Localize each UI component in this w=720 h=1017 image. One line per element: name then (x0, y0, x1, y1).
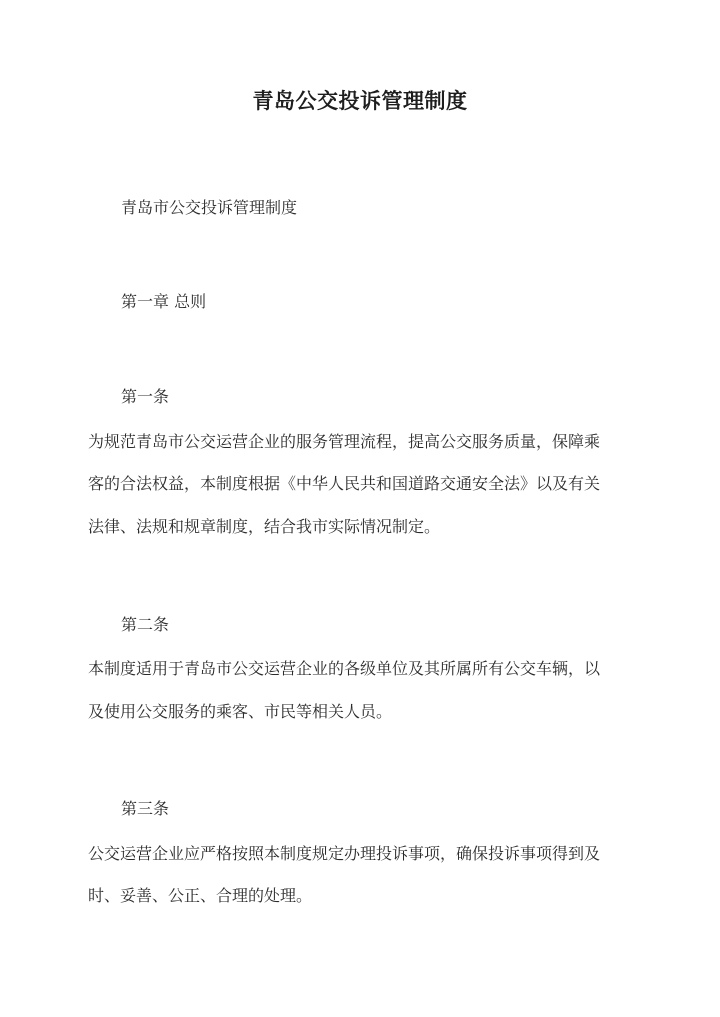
document-subtitle: 青岛市公交投诉管理制度 (121, 198, 298, 217)
chapter-heading: 第一章 总则 (121, 292, 207, 311)
article-3-line-2: 时、妥善、公正、合理的处理。 (88, 886, 313, 905)
document-title: 青岛公交投诉管理制度 (252, 88, 468, 113)
article-1-line-2: 客的合法权益，本制度根据《中华人民共和国道路交通安全法》以及有关 (88, 474, 601, 493)
article-1-heading: 第一条 (121, 387, 170, 406)
article-2-line-2: 及使用公交服务的乘客、市民等相关人员。 (88, 702, 393, 721)
article-3-heading: 第三条 (121, 799, 170, 818)
article-3-line-1: 公交运营企业应严格按照本制度规定办理投诉事项，确保投诉事项得到及 (88, 844, 601, 863)
article-1-line-3: 法律、法规和规章制度，结合我市实际情况制定。 (88, 517, 441, 536)
article-2-line-1: 本制度适用于青岛市公交运营企业的各级单位及其所属所有公交车辆，以 (88, 659, 601, 678)
article-1-line-1: 为规范青岛市公交运营企业的服务管理流程，提高公交服务质量，保障乘 (88, 432, 601, 451)
article-2-heading: 第二条 (121, 615, 170, 634)
